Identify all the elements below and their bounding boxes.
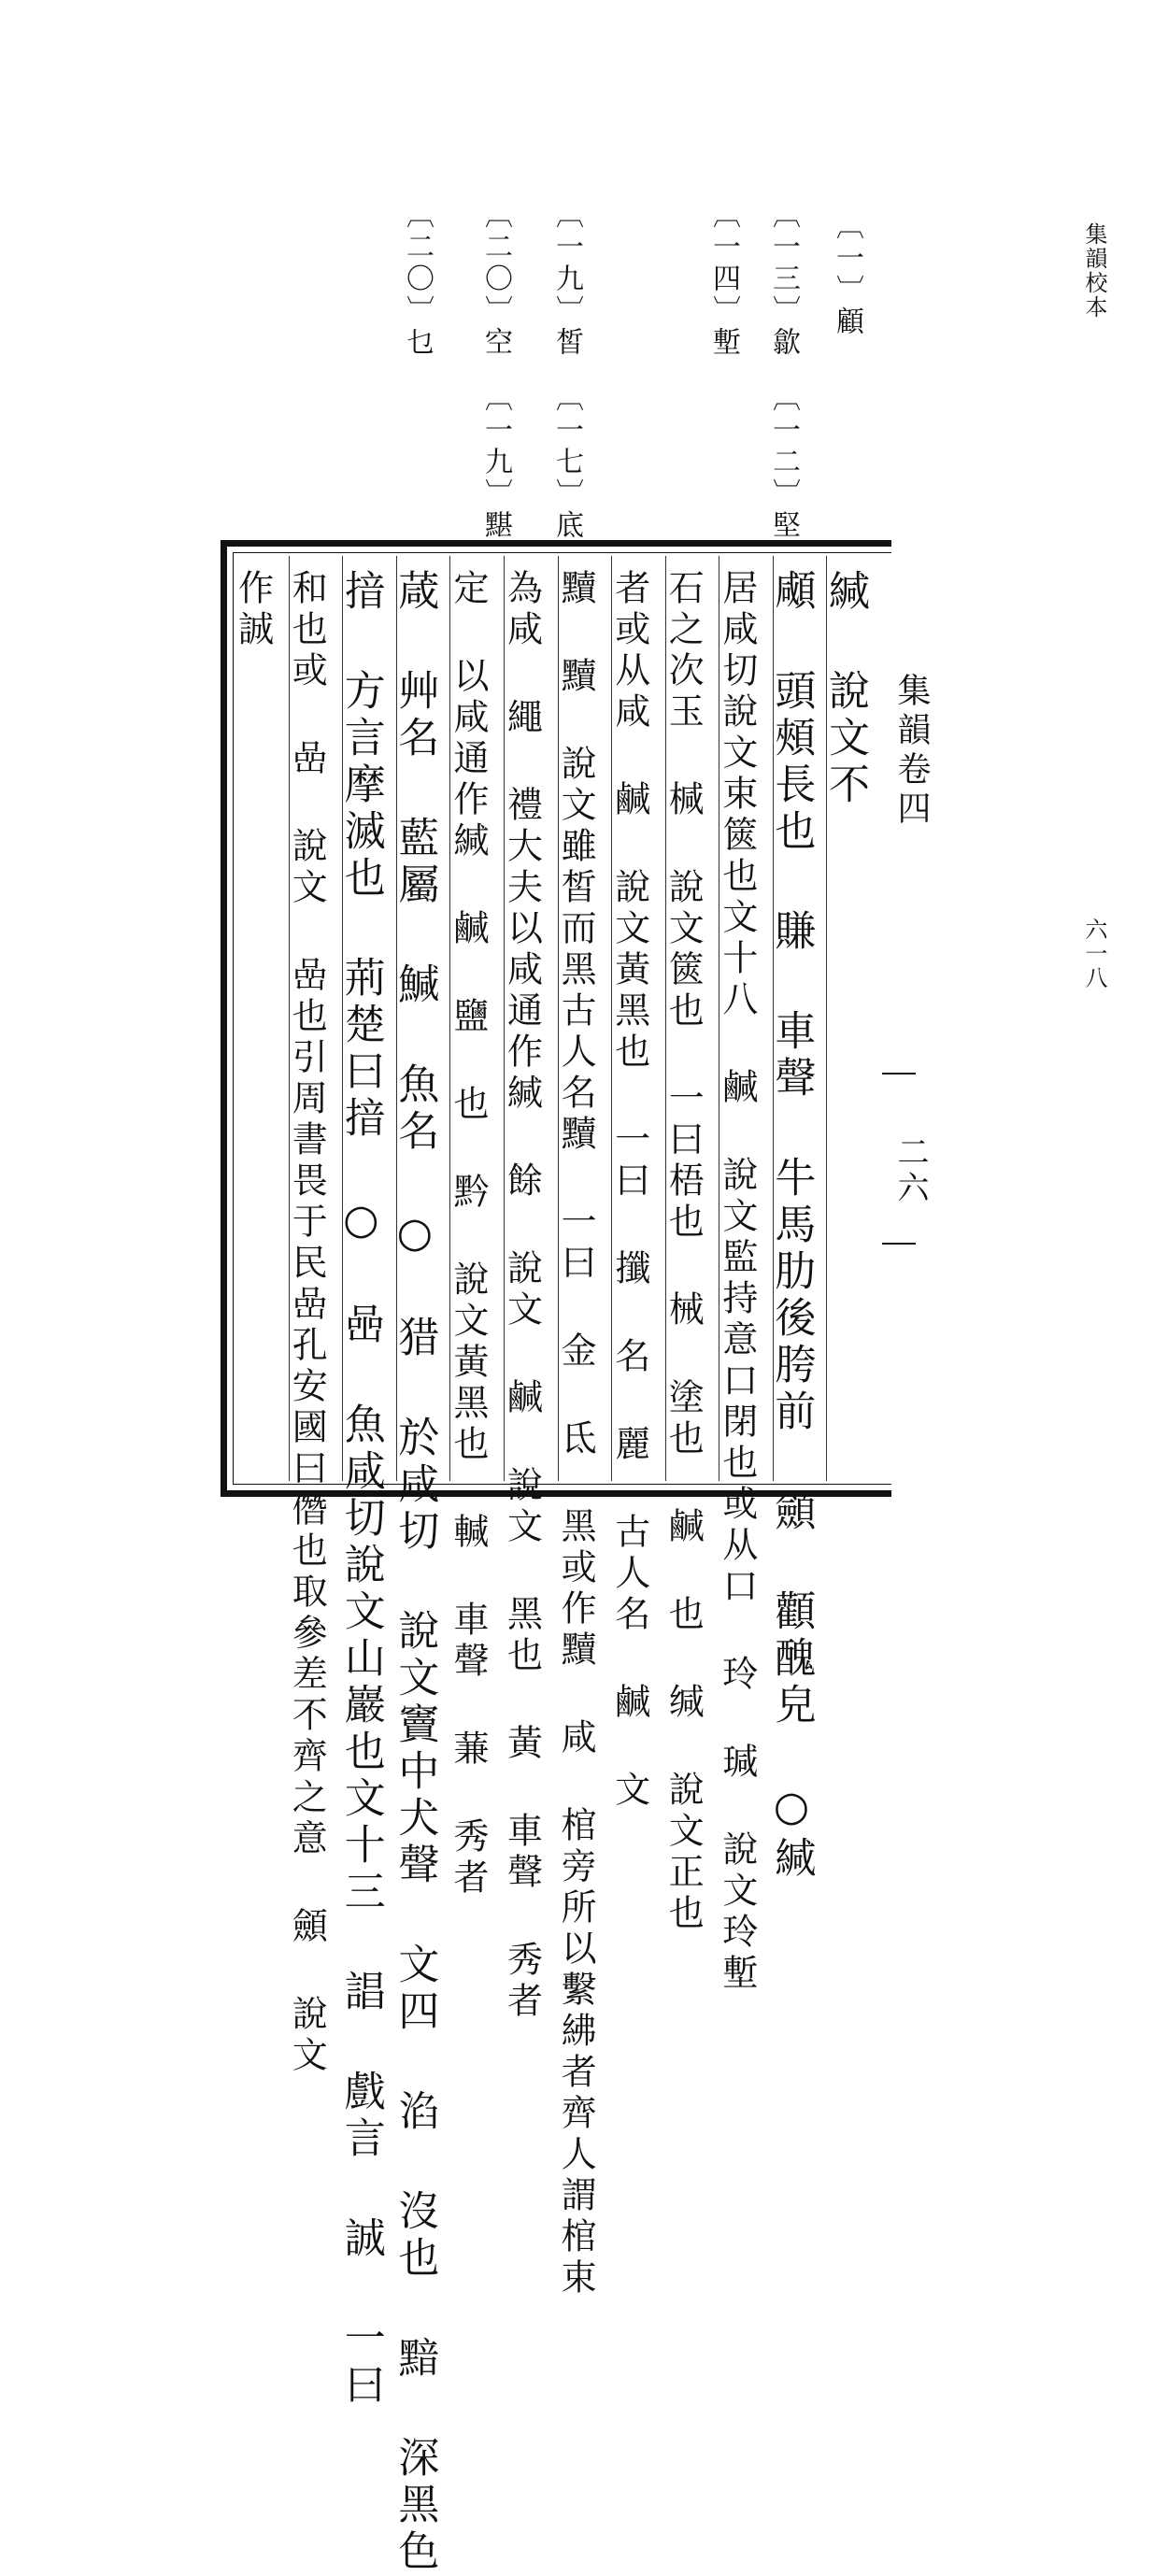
text-column (821, 556, 880, 1481)
page-number: 六一八 (1081, 918, 1107, 990)
text-column (286, 556, 343, 2077)
column-text: 顑 頭頰長也 賺 車聲 牛馬肋後胯前 顩 顴醜皃 ○緘 (767, 569, 816, 1883)
running-header-title: 集韻校本 (1081, 222, 1107, 320)
column-text: 葴 艸名 藍屬 鰔 魚名 ○ 猎 於咸切 說文竇中犬聲 文四 淊 沒也 黯 深黑色 (391, 569, 439, 2576)
note-item: 〔一七〕底 (550, 383, 583, 542)
text-column (501, 556, 558, 2023)
text-column (608, 556, 665, 1812)
column-text: 作誠 (232, 569, 274, 651)
text-column (767, 556, 827, 1883)
text-column (555, 556, 612, 2299)
fore-edge-title: 集韻卷四 (892, 673, 931, 830)
column-text: 為咸 繩 禮大夫以咸通作緘 餘 說文 鹹 說文 黑也 黃 車聲 秀者 (501, 569, 543, 2023)
text-column (716, 556, 773, 1995)
column-text: 石之次玉 椷 說文篋也 一曰梧也 械 塗也 鹹 也 缄 說文正也 (662, 569, 705, 1935)
column-text: 者或从咸 鹹 說文黃黑也 一曰 攕 名 麗 古人名 鹹 文 (608, 569, 650, 1812)
note-item: 〔一九〕黮 (479, 383, 512, 542)
column-text: 定 以咸通作緘 鹹 鹽 也 黔 說文黃黑也 輱 車聲 蒹 秀者 (447, 569, 489, 1900)
note-item: 〔一九〕皙 (550, 200, 583, 359)
print-plate (221, 540, 891, 2576)
column-text: 和也或 嵒 說文 嵒也引周書畏于民嵒孔安國曰僭也取參差不齊之意 顩 說文 (286, 569, 328, 2077)
column-text: 緘 說文不 (821, 569, 869, 809)
text-column (662, 556, 719, 1935)
note-item: 〔一二〕堅 (767, 383, 800, 542)
column-text: 居咸切說文束篋也文十八 鹹 說文監持意口閉也或从口 玲 瑊 說文玲塹 (716, 569, 758, 1995)
note-item: 〔一三〕歙 (767, 200, 800, 359)
note-item: 〔二〇〕乜 (401, 200, 434, 359)
column-text: 揞 方言摩滅也 荊楚曰揞 ○ 喦 魚咸切說文山巖也文十三 誯 戲言 誠 一曰 (336, 569, 385, 2410)
text-column (336, 556, 396, 2410)
fore-edge-sheet-number: 二六 (891, 1135, 929, 1206)
note-item: 〔一〕顧 (831, 211, 863, 338)
text-column (391, 556, 450, 2576)
text-column (447, 556, 504, 1900)
fore-edge-rule (882, 1243, 916, 1245)
fore-edge-rule (882, 1073, 916, 1075)
note-item: 〔一四〕塹 (707, 200, 740, 359)
note-item: 〔二〇〕空 (479, 200, 512, 359)
text-columns (232, 556, 880, 2576)
column-text: 黷 黷 說文雖皙而黑古人名黷 一曰 金 氐 黑或作黷 咸 棺旁所以繫紼者齊人謂棺束 (555, 569, 597, 2299)
text-column (232, 556, 289, 1481)
